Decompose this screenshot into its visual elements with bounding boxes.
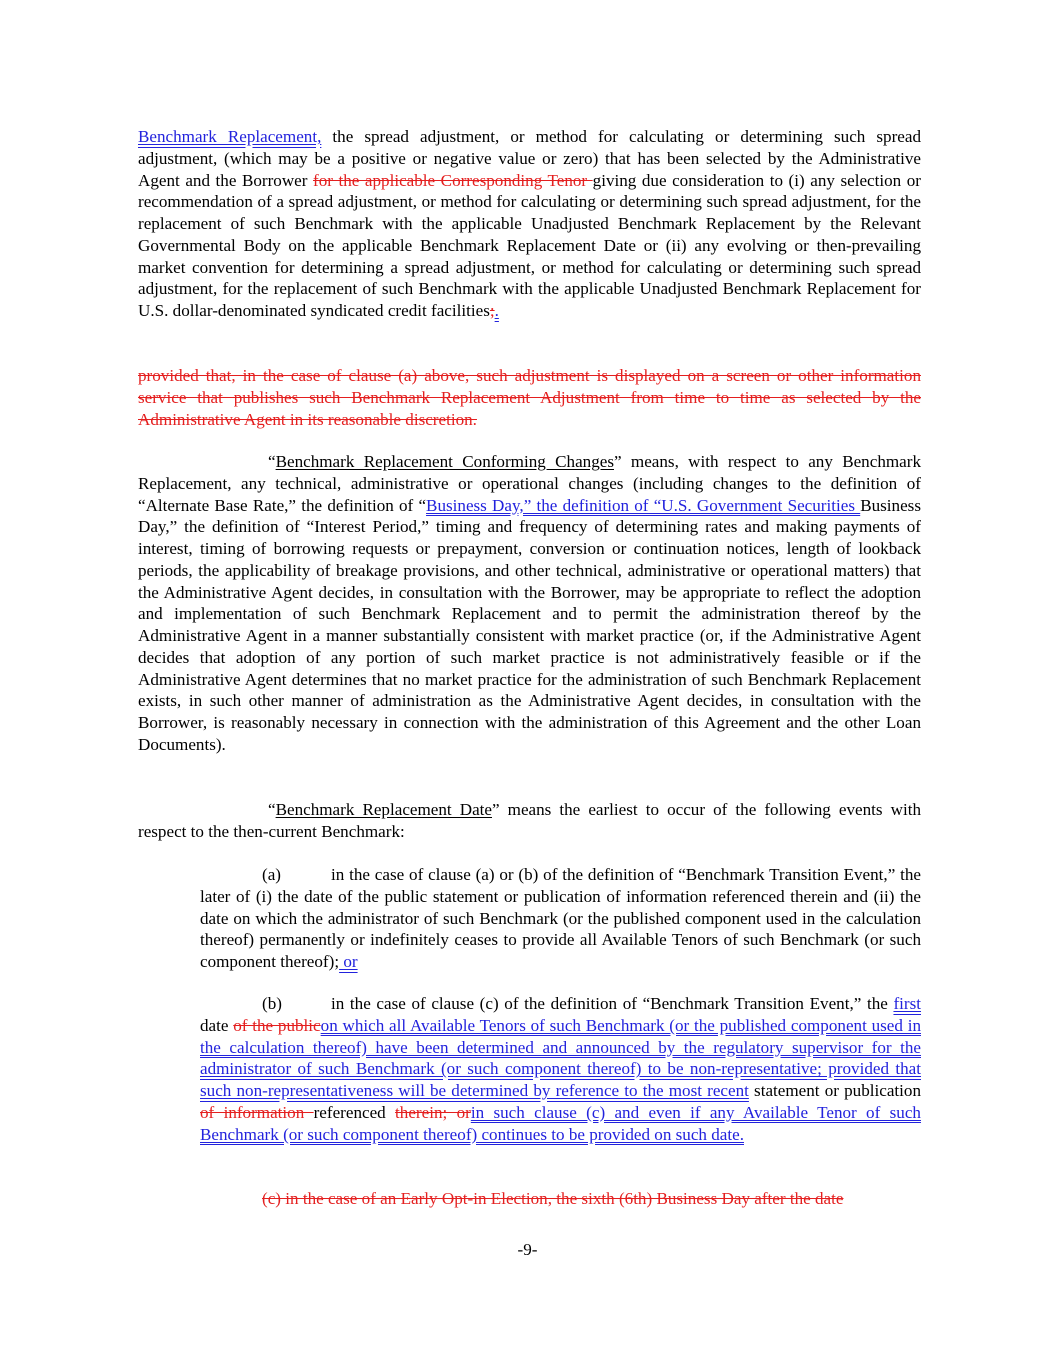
deleted-text: for the applicable Corresponding Tenor [313,170,593,190]
deleted-text: ; [489,301,495,320]
deleted-text: of information [200,1102,314,1122]
paragraph-proviso-deleted [138,365,921,430]
body-text: “ [268,800,276,819]
body-text: referenced [313,1102,396,1122]
body-text: ; [334,952,340,971]
inserted-text: . [494,301,499,320]
body-text: ” means, with respect to any Benchmark Replacement, any technical, administrative or operational changes (including changes to the definition of “Alternate Base Rate,” the definition of “ [138,452,921,515]
inserted-text: Business Day,” the definition of “U.S. Government Securities [426,495,861,515]
item-label: (b) [262,994,282,1013]
deleted-text: (c) in the case of an Early Opt-in Election, the sixth (6th) Business Day after the date [262,1189,844,1208]
deleted-text: of the public [233,1015,321,1035]
inserted-text: Benchmark Replacement, [138,127,322,146]
paragraph-conforming-changes [138,451,921,756]
inserted-text: or [339,952,358,971]
body-text: statement or publication [748,1081,922,1100]
body-text: “ [268,452,276,471]
page-number: -9- [517,1240,538,1259]
defined-term: Benchmark Replacement Conforming Changes [275,452,614,471]
paragraph-spread-adjustment [138,126,921,322]
list-item-c-deleted [200,1188,921,1210]
defined-term: Benchmark Replacement Date [275,800,492,819]
list-item-a [200,864,921,973]
body-text: giving due consideration to (i) any selection or recommendation of a spread adjustment, or method for calculating or determining such spread adjustment, for the replacement of such Benchmark with the applicable Unadjusted Benchmark Replacement by the Relevant Governmental Body on the applicable Benchmark Replacement Date or (ii) any evolving or then-prevailing market convention for determining a spread adjustment, or method for calculating or determining such spread adjustment, for the replacement of such Benchmark with the applicable Unadjusted Benchmark Replacement for U.S. dollar-denominated syndicated credit facilities [138,170,921,320]
item-label: (a) [262,865,281,884]
body-text: the spread adjustment, or method for calculating or determining such spread adjustment, (which may be a positive or negative value or zero) that has been selected by the Administrative Agent and the Borrower [138,127,921,190]
deleted-text: therein; or [395,1102,471,1122]
body-text: Business Day,” the definition of “Interest Period,” timing and frequency of determining rates and making payments of interest, timing of borrowing requests or prepayment, conversion or continuation notices, length of lookback periods, the applicability of breakage provisions, and other technical, administrative or operational matters) that the Administrative Agent decides, in consultation with the Borrower, may be appropriate to reflect the adoption and implementation of such Benchmark Replacement and to permit the administration thereof by the Administrative Agent in a manner substantially consistent with market practice (or, if the Administrative Agent decides that adoption of any portion of such market practice is not administratively feasible or if the Administrative Agent determines that no market practice for the administration of such Benchmark Replacement exists, in such other manner of administration as the Administrative Agent decides, in consultation with the Borrower, is reasonably necessary in connection with the administration of this Agreement and the other Loan Documents). [138,495,921,754]
inserted-text: on which all Available Tenors of such Benchmark (or the published component used in the calculation thereof) have been determined and announced by the regulatory supervisor for the administrator of such Benchmark (or such component thereof) to be non-representative; provided that such non-representativeness will be determined by reference to the most recent [200,1015,921,1100]
body-text: in the case of clause (c) of the definition of “Benchmark Transition Event,” the [331,994,894,1013]
list-item-b [200,993,921,1145]
inserted-text: first [893,994,921,1013]
body-text: ” means the earliest to occur of the following events with respect to the then-current Benchmark: [138,800,921,841]
paragraph-replacement-date [138,799,921,843]
inserted-text: in such clause (c) and even if any Available Tenor of such Benchmark (or such component thereof) continues to be provided on such date. [200,1102,921,1144]
deleted-text: provided that, in the case of clause (a) above, such adjustment is displayed on a screen or other information service that publishes such Benchmark Replacement Adjustment from time to time as selected by the Administrative Agent in its reasonable discretion. [138,366,921,429]
body-text: in the case of clause (a) or (b) of the definition of “Benchmark Transition Event,” the later of (i) the date of the public statement or publication of information referenced therein and (ii) the date on which the administrator of such Benchmark (or the published component used in the calculation thereof) permanently or indefinitely ceases to provide all Available Tenors of such Benchmark (or such component thereof) [200,865,921,971]
body-text: date [200,1015,234,1035]
